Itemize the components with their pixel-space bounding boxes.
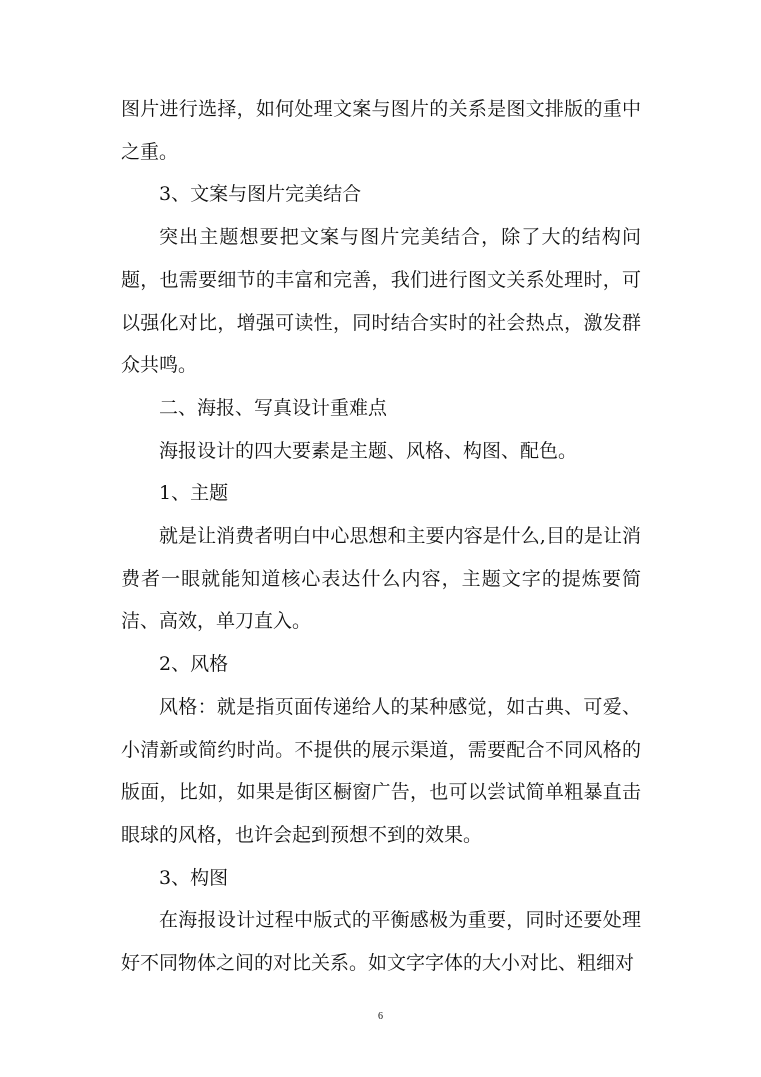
section-heading: 1、主题 [159,482,229,505]
paragraph: 风格：就是指页面传递给人的某种感觉，如古典、可爱、小清新或简约时尚。不提供的展示渠道，需要配合不同风格的版面，比如，如果是街区橱窗广告，也可以尝试简单粗暴直击眼球的风格，也许会起到预想不到的效果。 [121,695,641,846]
paragraph: 突出主题想要把文案与图片完美结合，除了大的结构问题，也需要细节的丰富和完善，我们进行图文关系处理时，可以强化对比，增强可读性，同时结合实时的社会热点，激发群众共鸣。 [121,226,641,377]
section-heading: 2、风格 [159,653,229,676]
body-text [121,88,641,985]
section-heading: 3、构图 [159,866,229,889]
page-number: 6 [378,1011,383,1022]
paragraph: 在海报设计过程中版式的平衡感极为重要，同时还要处理好不同物体之间的对比关系。如文字字体的大小对比、粗细对 [121,909,641,975]
paragraph: 图片进行选择，如何处理文案与图片的关系是图文排版的重中之重。 [121,98,641,163]
section-heading: 3、文案与图片完美结合 [159,183,362,206]
paragraph: 海报设计的四大要素是主题、风格、构图、配色。 [159,439,578,462]
section-heading: 二、海报、写真设计重难点 [159,396,388,419]
paragraph: 就是让消费者明白中心思想和主要内容是什么,目的是让消费者一眼就能知道核心表达什么内容，主题文字的提炼要简洁、高效，单刀直入。 [121,525,641,633]
